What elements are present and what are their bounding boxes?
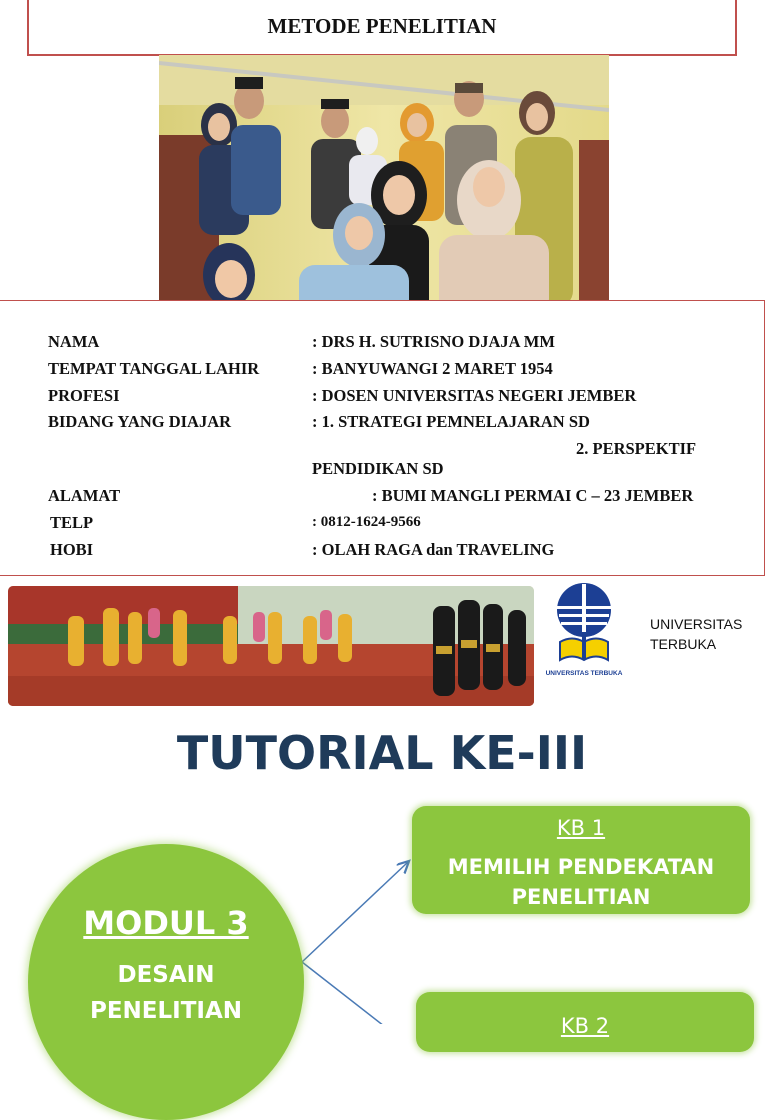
modul-line1: DESAIN — [117, 962, 215, 988]
kb1-line1: MEMILIH PENDEKATAN — [447, 855, 715, 879]
modul-3-circle — [28, 844, 304, 1120]
tutorial-title: TUTORIAL KE-III — [176, 726, 588, 780]
value-alamat: : BUMI MANGLI PERMAI C – 23 JEMBER — [372, 486, 694, 505]
arrow-to-kb1 — [302, 862, 408, 962]
value-bidang-2: 2. PERSPEKTIF — [576, 439, 697, 458]
label-bidang: BIDANG YANG DIAJAR — [48, 412, 232, 431]
logo-caption: UNIVERSITAS TERBUKA — [545, 670, 623, 677]
value-ttl: : BANYUWANGI 2 MARET 1954 — [312, 359, 553, 378]
value-bidang-1: : 1. STRATEGI PEMNELAJARAN SD — [312, 412, 590, 431]
label-hobi: HOBI — [50, 540, 94, 559]
modul-line2: PENELITIAN — [89, 998, 243, 1024]
label-nama: NAMA — [48, 332, 100, 351]
kb1-box — [412, 806, 750, 914]
modul-title: MODUL 3 — [83, 904, 249, 942]
university-name-line2: TERBUKA — [650, 636, 717, 652]
label-ttl: TEMPAT TANGGAL LAHIR — [48, 359, 260, 378]
arrow-to-kb2 — [302, 962, 384, 1024]
value-hobi: : OLAH RAGA dan TRAVELING — [312, 540, 555, 559]
value-telp: : 0812-1624-9566 — [312, 514, 421, 530]
value-profesi: : DOSEN UNIVERSITAS NEGERI JEMBER — [312, 386, 637, 405]
kb1-line2: PENELITIAN — [511, 885, 651, 909]
slide-title: METODE PENELITIAN — [267, 14, 497, 38]
label-telp: TELP — [50, 513, 94, 532]
label-profesi: PROFESI — [48, 386, 120, 405]
value-bidang-2-cont: PENDIDIKAN SD — [312, 459, 444, 478]
university-name-line1: UNIVERSITAS — [650, 616, 743, 632]
label-alamat: ALAMAT — [48, 486, 121, 505]
value-nama: : DRS H. SUTRISNO DJAJA MM — [312, 332, 555, 351]
kb1-title: KB 1 — [556, 816, 606, 840]
kb2-box — [416, 992, 754, 1052]
kb2-title: KB 2 — [560, 1014, 610, 1038]
